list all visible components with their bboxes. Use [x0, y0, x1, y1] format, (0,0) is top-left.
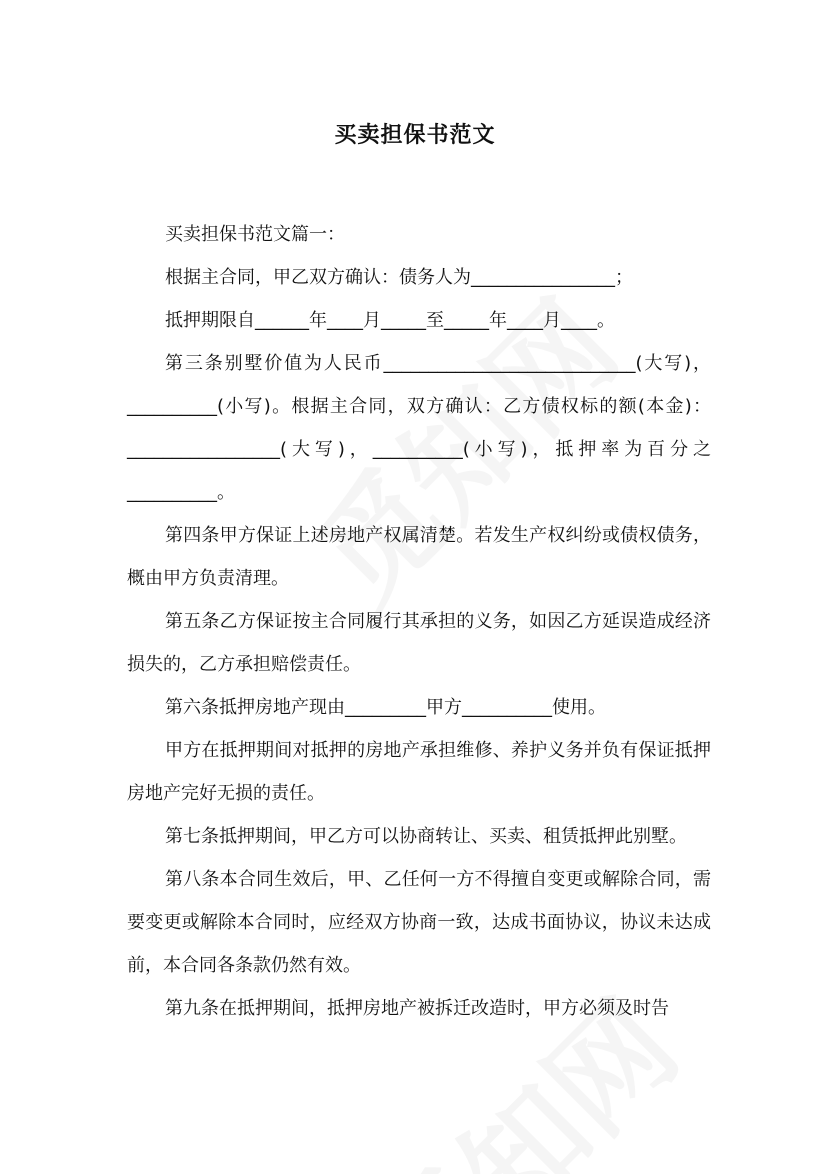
paragraph: 第六条抵押房地产现由_________甲方__________使用。 — [165, 697, 606, 718]
paragraph: 根据主合同，甲乙双方确认：债务人为________________； — [165, 267, 633, 288]
document-body — [127, 213, 711, 1030]
paragraph: 买卖担保书范文篇一： — [165, 224, 345, 245]
paragraph: 第三条别墅价值为人民币____________________________(大写)，__________(小写)。根据主合同，双方确认：乙方债权标的额(本金)：_________________(大写)，__________(小写)，抵押率为百分之__________。 — [127, 353, 711, 503]
paragraph: 第八条本合同生效后，甲、乙任何一方不得擅自变更或解除合同，需要变更或解除本合同时，应经双方协商一致，达成书面协议，协议未达成前，本合同各条款仍然有效。 — [127, 869, 711, 976]
paragraph: 第七条抵押期间，甲乙方可以协商转让、买卖、租赁抵押此别墅。 — [165, 826, 687, 847]
paragraph: 第四条甲方保证上述房地产权属清楚。若发生产权纠纷或债权债务，概由甲方负责清理。 — [127, 525, 711, 589]
document-title: 买卖担保书范文 — [334, 123, 496, 148]
paragraph: 甲方在抵押期间对抵押的房地产承担维修、养护义务并负有保证抵押房地产完好无损的责任。 — [127, 740, 711, 804]
paragraph: 第五条乙方保证按主合同履行其承担的义务，如因乙方延误造成经济损失的，乙方承担赔偿责任。 — [127, 611, 711, 675]
paragraph: 第九条在抵押期间，抵押房地产被拆迁改造时，甲方必须及时告 — [165, 998, 669, 1019]
paragraph: 抵押期限自______年____月_____至_____年____月____。 — [165, 310, 615, 331]
